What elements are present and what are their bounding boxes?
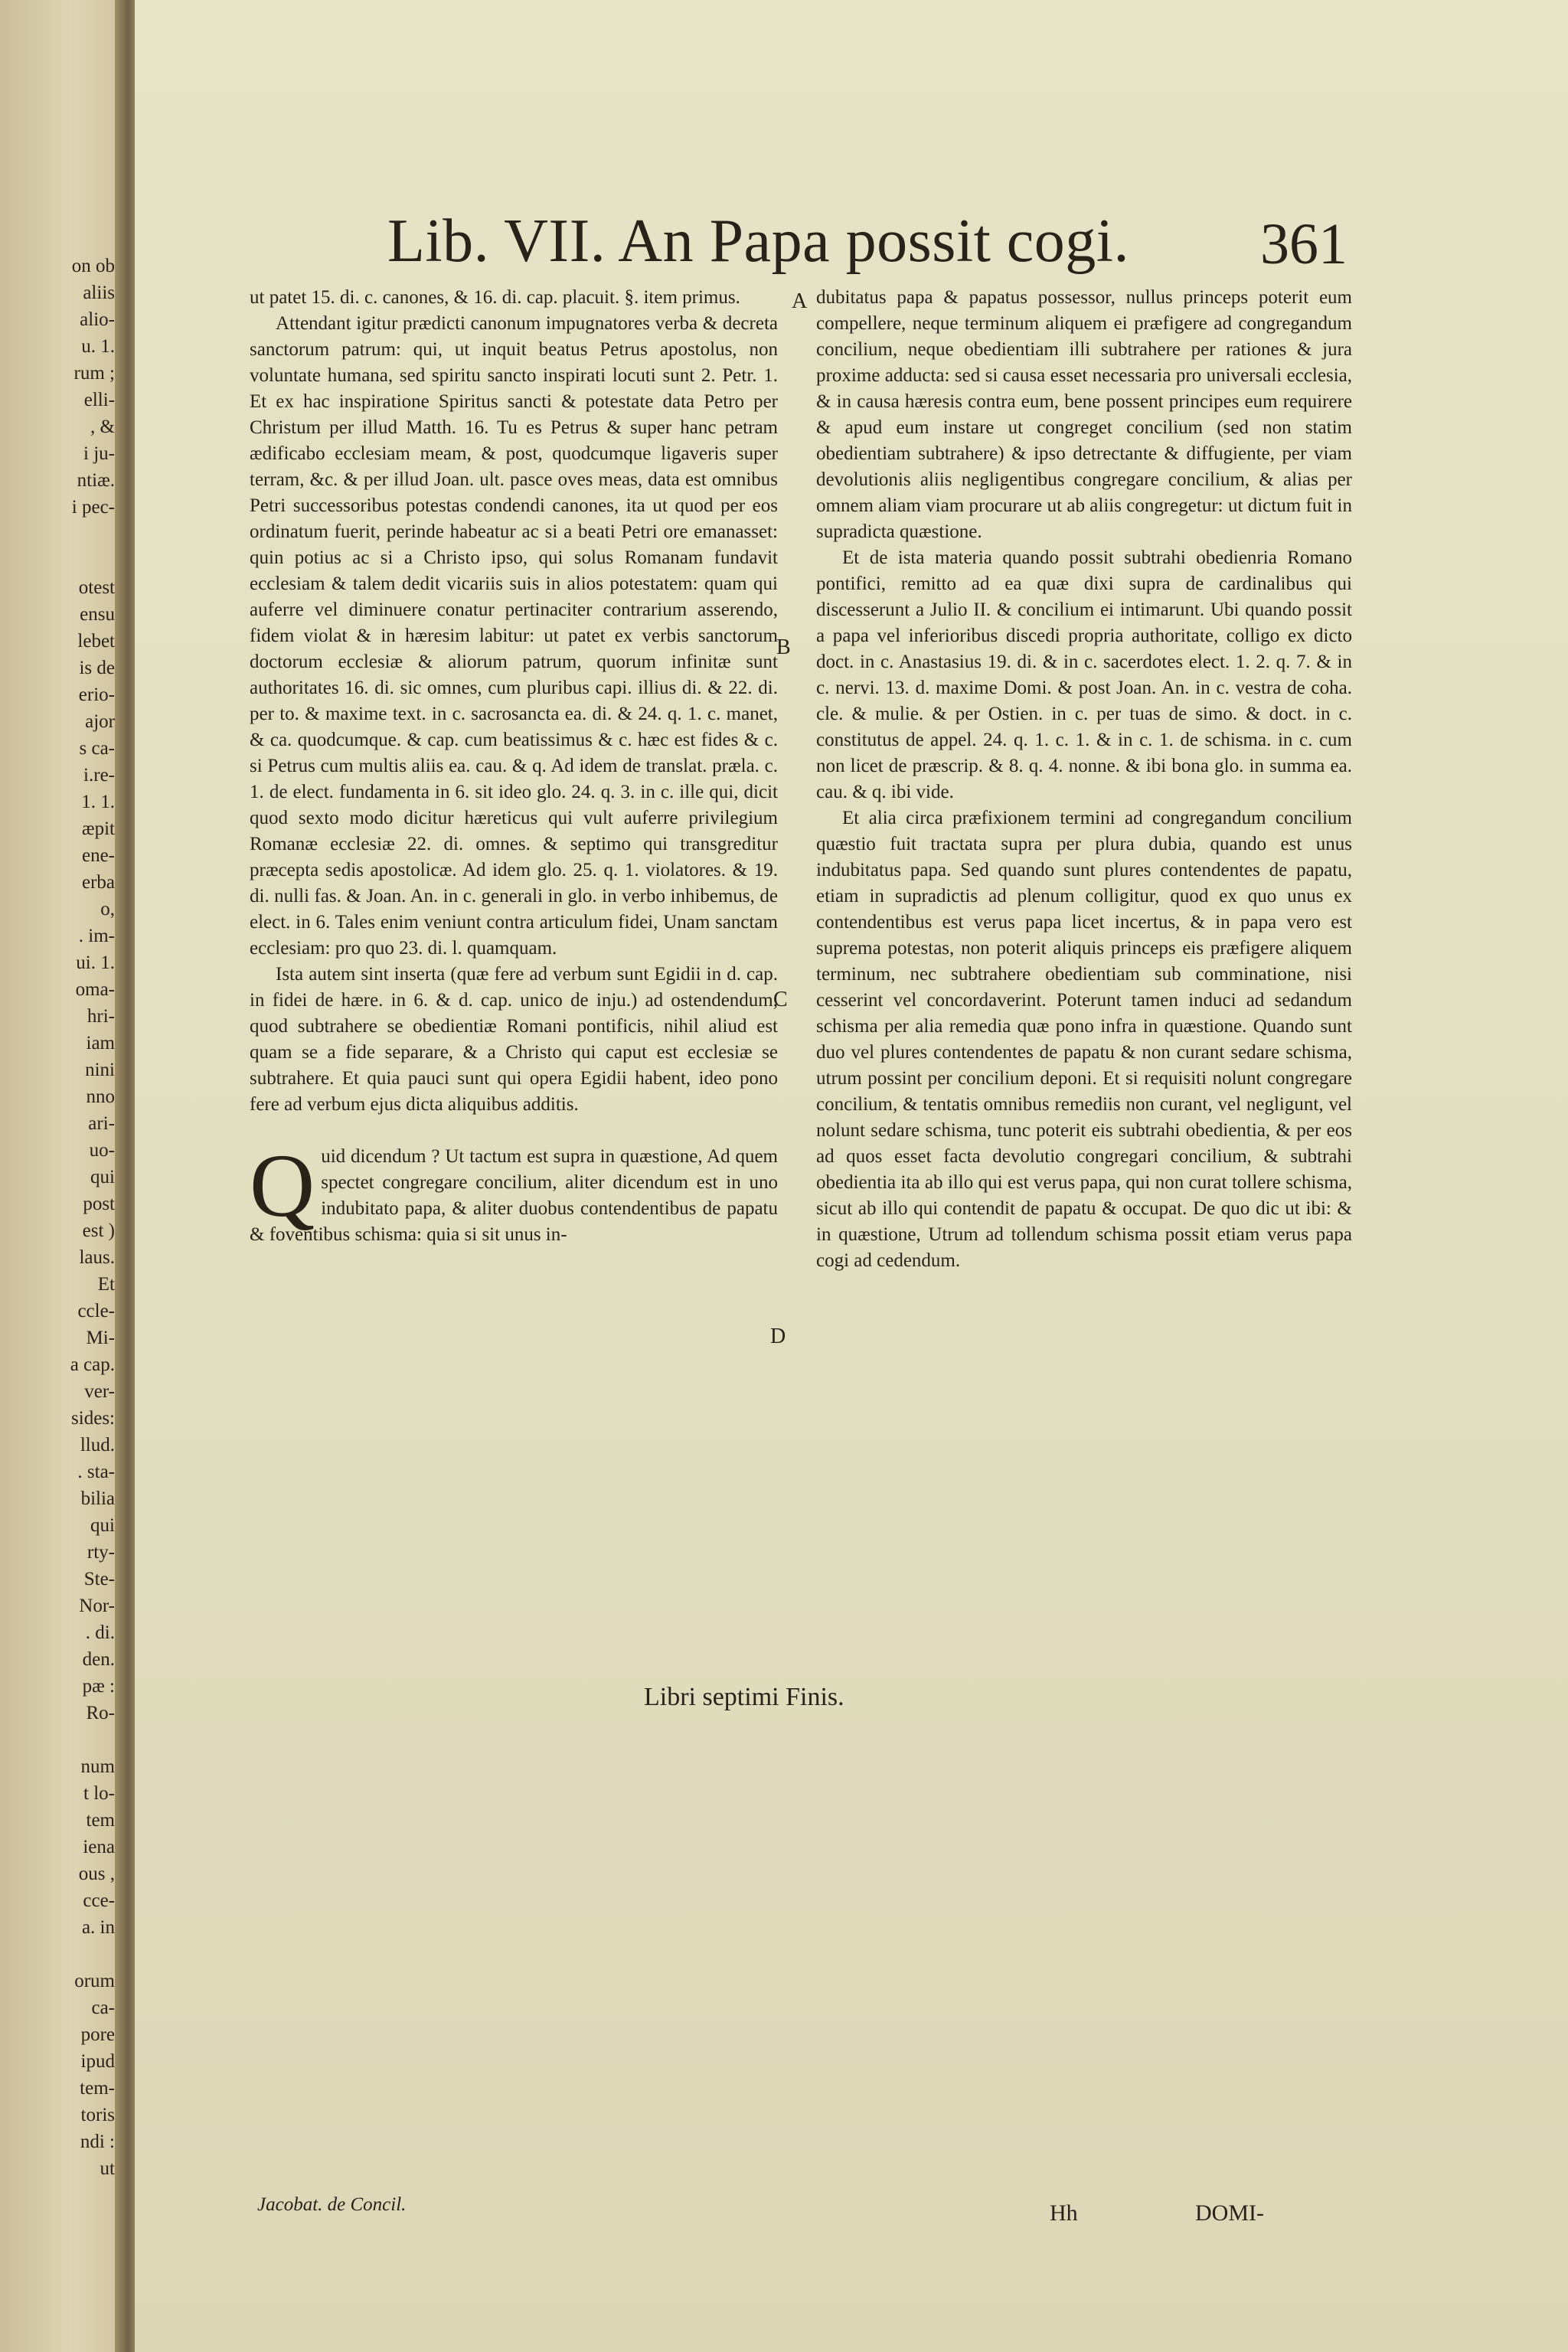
facing-page-line: erba bbox=[81, 872, 115, 893]
paragraph-text: uid dicendum ? Ut tactum est supra in quæstione, Ad quem spectet congregare concilium, aliter dicendum est in uno indubitato papa, & aliter duobus contendentibus de papatu & foventibus schisma: quia si sit unus in- bbox=[250, 1146, 778, 1245]
facing-page-line: nini bbox=[85, 1060, 115, 1080]
facing-page-line: cce- bbox=[83, 1890, 115, 1911]
facing-page-line: bilia bbox=[80, 1488, 115, 1509]
margin-letter-c: C bbox=[773, 988, 788, 1011]
facing-page-line: rty- bbox=[87, 1542, 115, 1563]
facing-page-line: i ju- bbox=[83, 443, 115, 464]
facing-page-line: aliis bbox=[83, 283, 115, 303]
facing-page-line: æpit bbox=[81, 818, 115, 839]
facing-page-line: t lo- bbox=[83, 1783, 115, 1804]
facing-page-line: ut bbox=[100, 2158, 115, 2179]
facing-page-line: toris bbox=[80, 2105, 115, 2125]
facing-page-line: otest bbox=[78, 577, 115, 598]
facing-page-line: ensu bbox=[80, 604, 115, 625]
facing-page-line: u. 1. bbox=[81, 336, 115, 357]
facing-page-line: a cap. bbox=[70, 1354, 115, 1375]
facing-page-line: laus. bbox=[79, 1247, 115, 1268]
facing-page-line bbox=[0, 547, 115, 574]
facing-page-line: . sta- bbox=[77, 1462, 115, 1482]
facing-page-line: . im- bbox=[78, 926, 115, 946]
facing-page-line: elli- bbox=[83, 390, 115, 410]
facing-page-line: ous , bbox=[78, 1864, 115, 1884]
facing-page-line: Ste- bbox=[83, 1569, 115, 1589]
facing-page-line bbox=[0, 521, 115, 547]
facing-page-line: iena bbox=[83, 1837, 115, 1857]
page-header bbox=[135, 191, 1568, 283]
facing-page-line: ccle- bbox=[77, 1301, 115, 1321]
facing-page-line: ene- bbox=[81, 845, 115, 866]
facing-page-line: qui bbox=[90, 1167, 115, 1187]
facing-page-line: llud. bbox=[80, 1435, 115, 1455]
facing-page-line: lebet bbox=[77, 631, 115, 652]
paragraph: Et alia circa præfixionem termini ad congregandum concilium quæstio fuit tractata supra per plura dubia, quando est unus indubitatus papa. Sed quando sunt plures contendentes de papatu, etiam in supradictis ad plenum colligitur, quod ex quo unus ex contendentibus est verus papa licet incertus, & in papa vero est suprema potestas, non poterit aliquis princeps eis præfigere aliquem terminum, nec subtrahere obedientiam sub comminatione, nisi cesserint vel concordaverint. Poterunt tamen induci ad sedandum schisma per alia remedia quæ pono infra in quæstione. Quando sunt duo vel plures contendentes de papatu & non curant sedare schisma, utrum possint per concilium deponi. Et si requisiti nolunt congregare concilium, & tentatis omnibus remediis non curant, vel negligunt, vel nolunt sedare schisma, tunc poterit eis subtrahi obedientia, & per eos ad quos esset facta devolutio congregari concilium, & subtrahi obedientia ita ab illo qui est verus papa, qui non curat tollere schisma, sicut ab illo qui contendit de papatu & occupat. De quo dic ut ibi: & in quæstione, Utrum ad tollendum schisma possit etiam verus papa cogi ad cedendum. bbox=[816, 808, 1352, 1271]
facing-page-line: Et bbox=[97, 1274, 115, 1295]
facing-page-line: orum bbox=[74, 1971, 115, 1991]
paragraph: Et de ista materia quando possit subtrahi obedienria Romano pontifici, remitto ad ea quæ dixi supra de cardinalibus qui discesserunt a Julio II. & concilium ei intimarunt. Ubi quando possit a papa vel inferioribus discedi propria authoritate, colligo ex dicto doct. in c. Anastasius 19. di. & in c. sacerdotes elect. 1. 2. q. 7. & in c. nervi. 13. d. maxime Domi. & post Joan. An. in c. vestra de coha. cle. & mulie. & per Ostien. in c. per tuas de simo. & doct. in c. constitutus de appel. 24. q. 1. c. 1. & in c. 1. de schisma. in c. cum non licet de præscrip. & 8. q. 4. nonne. & ibi bona glo. in summa ea. cau. & q. ibi vide. bbox=[816, 547, 1352, 802]
paragraph: ut patet 15. di. c. canones, & 16. di. cap. placuit. §. item primus. bbox=[250, 287, 740, 308]
right-column bbox=[816, 285, 1352, 1274]
book-page bbox=[135, 0, 1568, 2352]
page-number: 361 bbox=[1260, 212, 1348, 276]
book-end-note: Libri septimi Finis. bbox=[644, 1683, 844, 1711]
facing-page-line bbox=[0, 1941, 115, 1968]
facing-page-line: oma- bbox=[75, 979, 115, 1000]
facing-page-line: pore bbox=[80, 2024, 115, 2045]
facing-page-line: hri- bbox=[87, 1006, 115, 1027]
facing-page-line: uo- bbox=[89, 1140, 115, 1161]
facing-page-line: ipud bbox=[80, 2051, 115, 2072]
paragraph: Ista autem sint inserta (quæ fere ad verbum sunt Egidii in d. cap. in fidei de hære. in 6. & d. cap. unico de inju.) ad ostendendum, quod subtrahere se obedientiæ Romani pontificis, nihil aliud est quam se a fide separare, & a Christo qui caput est ecclesiæ se subtrahere. Et quia pauci sunt qui opera Egidii habent, ideo pono fere ad verbum ejus dicta aliquibus additis. bbox=[250, 964, 778, 1115]
facing-page-line: pæ : bbox=[82, 1676, 115, 1697]
facing-page-line: ari- bbox=[88, 1113, 115, 1134]
margin-letter-b: B bbox=[776, 635, 791, 659]
paragraph: Attendant igitur prædicti canonum impugnatores verba & decreta sanctorum patrum: qui, ut inquit beatus Petrus apostolus, non voluntate humana, sed spiritu sancto inspirati locuti sunt 2. Petr. 1. Et ex hac inspiratione Spiritus sancti & potestate data Petro per Christum per illud Matth. 16. Tu es Petrus & super hanc petram ædificabo ecclesiam meam, & post, quodcumque ligaveris super terram, &c. & per illud Joan. ult. pasce oves meas, data est omnibus Petri successoribus potestas condendi canones, ita ut quod per eos ordinatum fuerit, perinde habeatur ac si a beati Petri ore emanasset: quin potius ac si a Christo ipso, qui solus Romanam fundavit ecclesiam & talem dedit vicariis suis in alios potestatem: quam qui auferre vel diminuere conatur pertinaciter contrarium asserendo, fidem violat & in hæresim labitur: ut patet ex verbis sanctorum doctorum ecclesiæ & aliorum patrum, quorum infinitæ sunt authoritates 16. di. sic omnes, cum pluribus capi. illius di. & 22. di. per to. & maxime text. in c. sacrosancta ea. di. & 24. q. 1. c. manet, & ca. quodcumque. & cap. cum beatissimus & c. hæc est fides & c. si Petrus cum multis aliis ea. cau. & q. Ad idem de translat. præla. c. 1. de elect. fundamenta in 6. sit ideo glo. 24. q. 3. in c. ille qui, dicit quod sexto modo dicitur hæreticus qui vult auferre privilegium Romanæ ecclesiæ 22. di. omnes. & septimo qui transgreditur præcepta sedis apostolicæ. Ad idem glo. 25. q. 1. violatores. & 19. di. nulli fas. & Joan. An. in c. generali in glo. in verbo inhibemus, de elect. in 6. Tales enim veniunt contra articulum fidei, Unam sanctam ecclesiam: pro quo 23. di. l. quamquam. bbox=[250, 313, 778, 959]
facing-page-text-fragments bbox=[0, 253, 115, 2182]
facing-page bbox=[0, 0, 129, 2352]
facing-page-line: . di. bbox=[85, 1622, 115, 1643]
facing-page-line: est ) bbox=[82, 1220, 115, 1241]
facing-page-line: den. bbox=[82, 1649, 115, 1670]
facing-page-line: Nor- bbox=[79, 1596, 115, 1616]
paragraph-with-initial bbox=[250, 1135, 778, 1248]
facing-page-line bbox=[0, 1726, 115, 1753]
running-title: Lib. VII. An Papa possit cogi. bbox=[387, 207, 1130, 275]
footer-running-note: Jacobat. de Concil. bbox=[257, 2194, 407, 2215]
facing-page-line: on ob bbox=[71, 256, 115, 276]
facing-page-line: , & bbox=[90, 416, 115, 437]
facing-page-line: sides: bbox=[71, 1408, 115, 1429]
facing-page-line: alio- bbox=[80, 309, 115, 330]
facing-page-line: ajor bbox=[85, 711, 115, 732]
facing-page-line: rum ; bbox=[74, 363, 115, 384]
drop-cap-initial: Q bbox=[250, 1135, 315, 1236]
facing-page-line: ndi : bbox=[80, 2132, 115, 2152]
facing-page-line: Mi- bbox=[86, 1328, 115, 1348]
facing-page-line: ver- bbox=[84, 1381, 115, 1402]
facing-page-line: ntiæ. bbox=[77, 470, 115, 491]
facing-page-line: i pec- bbox=[71, 497, 115, 518]
facing-page-line: is de bbox=[79, 658, 115, 678]
facing-page-line: num bbox=[80, 1756, 115, 1777]
facing-page-line: post bbox=[83, 1194, 115, 1214]
facing-page-line: ui. 1. bbox=[76, 952, 115, 973]
facing-page-line: 1. 1. bbox=[81, 792, 115, 812]
facing-page-line: s ca- bbox=[79, 738, 115, 759]
facing-page-line: o, bbox=[100, 899, 115, 920]
facing-page-line: erio- bbox=[78, 684, 115, 705]
facing-page-line: i.re- bbox=[83, 765, 115, 786]
facing-page-line: Ro- bbox=[86, 1703, 115, 1723]
facing-page-line: a. in bbox=[81, 1917, 115, 1938]
paragraph: dubitatus papa & papatus possessor, nullus princeps poterit eum compellere, neque terminum aliquem ei præfigere ad congregandum concilium, neque obedientiam illi subtrahere per rationes & jura proxime adducta: sed si causa esset necessaria pro universali ecclesia, & in causa hæresis contra eum, bene possent principes eum requirere & apud eum instare ut congreget concilium (sed non statim obedientiam subtrahere) & ipso detrectante & diffugiente, per viam devolutionis aliis negligentibus congregare concilium, & alias per omnem aliam viam procurare ut ab aliis congregetur: ut dictum fuit in supradicta quæstione. bbox=[816, 287, 1352, 542]
facing-page-line: tem bbox=[86, 1810, 115, 1831]
left-column bbox=[250, 285, 778, 1248]
margin-letter-d: D bbox=[770, 1325, 786, 1348]
facing-page-line: ca- bbox=[91, 1998, 115, 2018]
facing-page-line: qui bbox=[90, 1515, 115, 1536]
signature-mark: Hh bbox=[1050, 2200, 1078, 2226]
margin-letter-a: A bbox=[792, 289, 808, 313]
catchword: DOMI- bbox=[1195, 2200, 1264, 2226]
facing-page-line: iam bbox=[86, 1033, 115, 1054]
facing-page-line: nno bbox=[86, 1086, 115, 1107]
facing-page-line: tem- bbox=[80, 2078, 115, 2099]
